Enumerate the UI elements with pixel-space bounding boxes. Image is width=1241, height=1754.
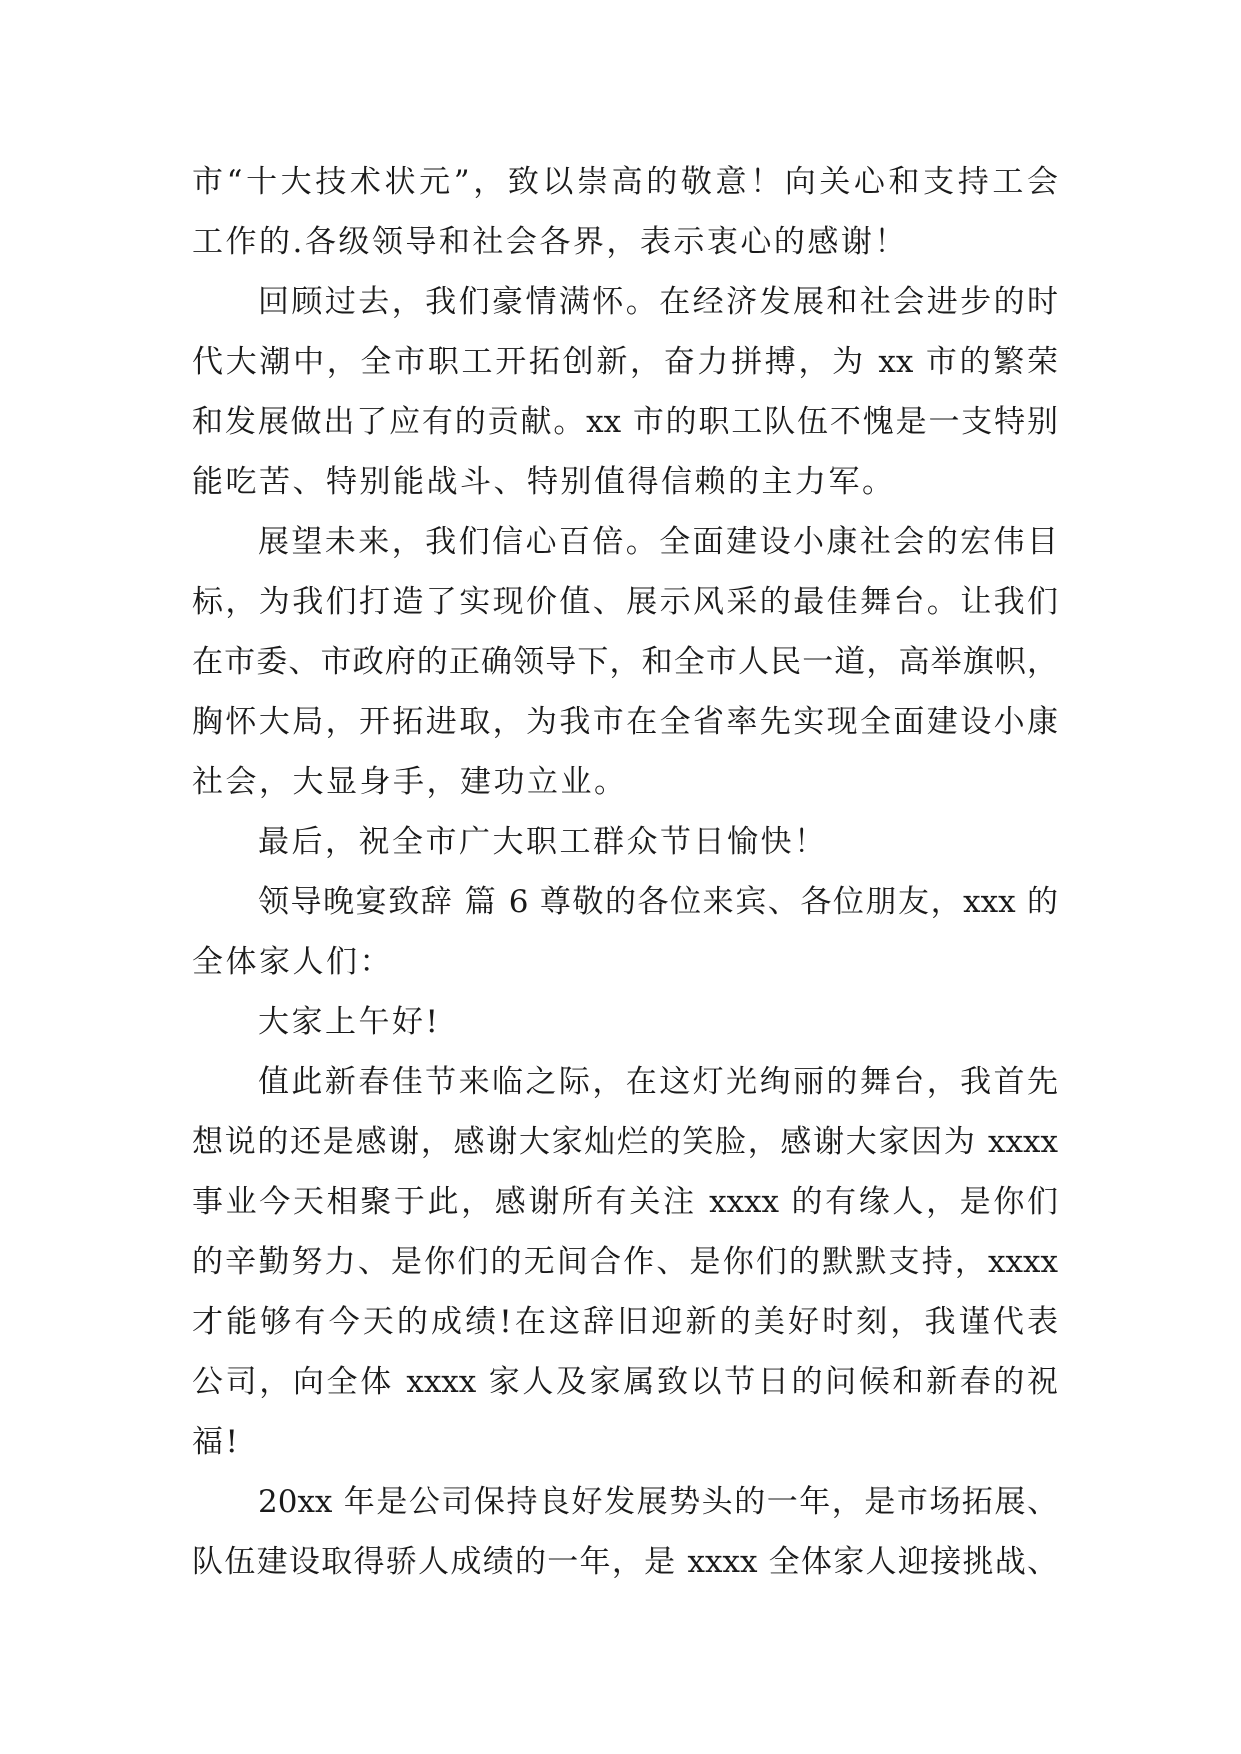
text-line: 胸怀大局，开拓进取，为我市在全省率先实现全面建设小康 (192, 704, 1058, 740)
text-line: 值此新春佳节来临之际，在这灯光绚丽的舞台，我首先 (258, 1064, 1058, 1100)
text-line: 和发展做出了应有的贡献。xx 市的职工队伍不愧是一支特别 (192, 404, 1058, 440)
text-line: 工作的.各级领导和社会各界，表示衷心的感谢！ (192, 224, 908, 260)
text-line: 队伍建设取得骄人成绩的一年，是 xxxx 全体家人迎接挑战、 (192, 1544, 1058, 1580)
text-line: 20xx 年是公司保持良好发展势头的一年，是市场拓展、 (258, 1484, 1058, 1520)
text-line: 展望未来，我们信心百倍。全面建设小康社会的宏伟目 (258, 524, 1058, 560)
text-line: 全体家人们： (192, 944, 393, 980)
text-line: 福! (192, 1424, 241, 1460)
text-line: 社会，大显身手，建功立业。 (192, 764, 628, 800)
text-line: 回顾过去，我们豪情满怀。在经济发展和社会进步的时 (258, 284, 1058, 320)
text-line: 能吃苦、特别能战斗、特别值得信赖的主力军。 (192, 464, 896, 500)
text-line: 事业今天相聚于此，感谢所有关注 xxxx 的有缘人，是你们 (192, 1184, 1058, 1220)
text-line: 领导晚宴致辞 篇 6 尊敬的各位来宾、各位朋友，xxx 的 (258, 884, 1058, 920)
text-line: 标，为我们打造了实现价值、展示风采的最佳舞台。让我们 (192, 584, 1058, 620)
text-line: 市“十大技术状元”，致以崇高的敬意！向关心和支持工会 (192, 164, 1058, 200)
text-line: 公司，向全体 xxxx 家人及家属致以节日的问候和新春的祝 (192, 1364, 1058, 1400)
text-line: 大家上午好! (258, 1004, 441, 1040)
text-line: 想说的还是感谢，感谢大家灿烂的笑脸，感谢大家因为 xxxx (192, 1124, 1058, 1160)
text-line: 才能够有今天的成绩!在这辞旧迎新的美好时刻，我谨代表 (192, 1304, 1058, 1340)
text-line: 最后，祝全市广大职工群众节日愉快！ (258, 824, 828, 860)
text-line: 代大潮中，全市职工开拓创新，奋力拼搏，为 xx 市的繁荣 (192, 344, 1058, 380)
text-line: 的辛勤努力、是你们的无间合作、是你们的默默支持，xxxx (192, 1244, 1058, 1280)
text-line: 在市委、市政府的正确领导下，和全市人民一道，高举旗帜， (192, 644, 1058, 680)
